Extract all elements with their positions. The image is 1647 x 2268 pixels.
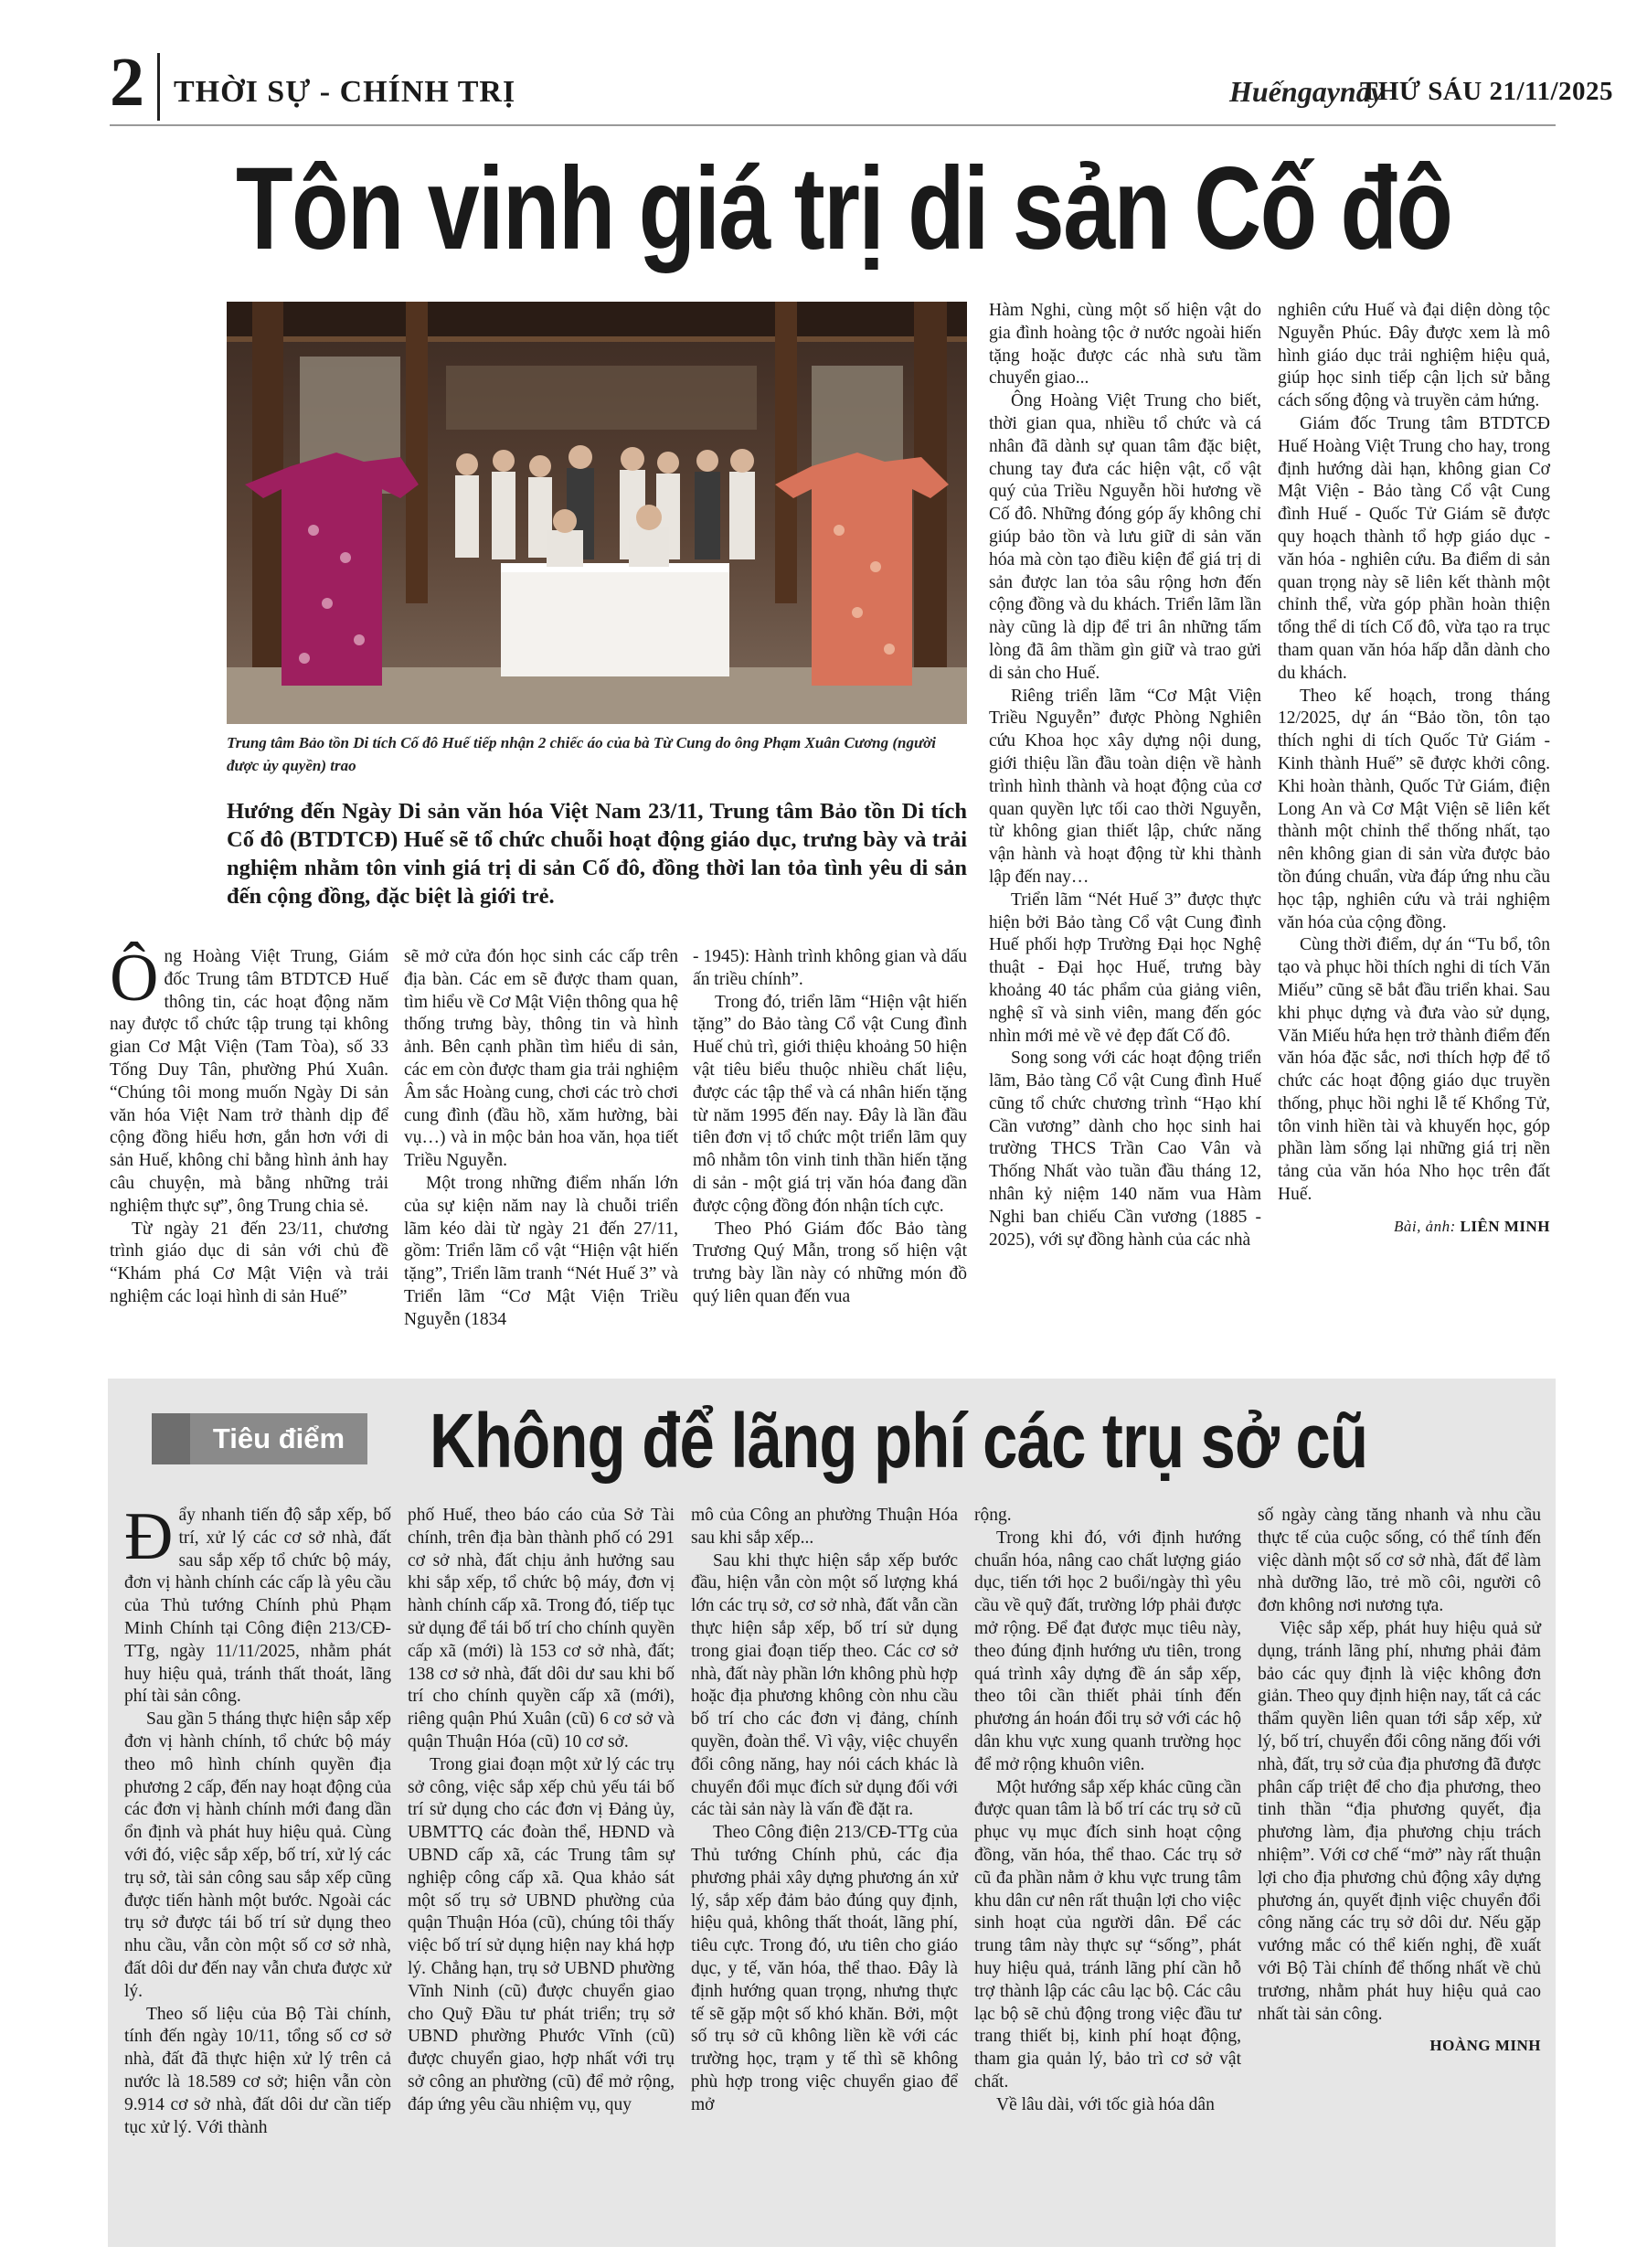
header-divider	[157, 53, 160, 121]
article2-paragraph: Sau khi thực hiện sắp xếp bước đầu, hiện vẫn còn một số lượng khá lớn các trụ sở, cơ sở nhà, đất vẫn cần thực hiện sắp xếp, bố trí sử dụng trong giai đoạn tiếp theo. Các cơ sở nhà, đất này phần lớn không phù hợp hoặc địa phương không còn nhu cầu bố trí cho các đơn vị đảng, chính quyền, đoàn thể. Vì vậy, việc chuyển đổi công năng, hay nói cách khác là chuyển đổi mục đích sử dụng đối với các tài sản này là vấn đề đặt ra.	[691, 1550, 958, 1820]
header-rule	[110, 124, 1556, 126]
article1-paragraph: Theo kế hoạch, trong tháng 12/2025, dự án “Bảo tồn, tôn tạo thích nghi di tích Quốc Tử Giám - Kinh thành Huế” sẽ được khởi công. Khi hoàn thành, Quốc Tử Giám, điện Long An và Cơ Mật Viện sẽ liên kết thành một chỉnh thể thống nhất, tạo nên không gian di sản vừa được bảo tồn đúng chuẩn, vừa đáp ứng nhu cầu học tập, nghiên cứu và trải nghiệm văn hóa của cộng đồng.	[1278, 686, 1550, 932]
photo-caption: Trung tâm Bảo tồn Di tích Cố đô Huế tiếp nhận 2 chiếc áo của bà Từ Cung do ông Phạm Xuân Cương (người được ủy quyền) trao	[227, 734, 936, 774]
article1-paragraph: - 1945): Hành trình không gian và dấu ấn triều chính”.	[693, 947, 967, 989]
article1-paragraph: Ông Hoàng Việt Trung, Giám đốc Trung tâm BTDTCĐ Huế thông tin, các hoạt động năm nay được tổ chức tập trung tại không gian Cơ Mật Viện (Tam Tòa), số 33 Tống Duy Tân, phường Phú Xuân. “Chúng tôi mong muốn Ngày Di sản văn hóa Việt Nam trở thành dịp để cộng đồng hiểu hơn, gắn hơn với di sản Huế, không chỉ bằng hình ảnh hay câu chuyện, mà bằng những trải nghiệm thực sự”, ông Trung chia sẻ.	[110, 941, 388, 1216]
article1-photo	[227, 302, 967, 724]
badge-accent	[152, 1413, 190, 1464]
article1-paragraph: Theo Phó Giám đốc Bảo tàng Trương Quý Mẫn, trong số hiện vật trưng bày lần này có những món đồ quý liên quan đến vua	[693, 1219, 967, 1306]
article2-paragraph: Sau gần 5 tháng thực hiện sắp xếp đơn vị hành chính, tổ chức bộ máy theo mô hình chính quyền địa phương 2 cấp, đến nay hoạt động của các đơn vị hành chính mới đang dần ổn định và phát huy hiệu quả. Cùng với đó, việc sắp xếp, bố trí, xử lý các trụ sở, tài sản công sau sắp xếp cũng được tiến hành một bước. Ngoài các trụ sở được tái bố trí sử dụng theo nhu cầu, vẫn còn một số cơ sở nhà, đất dôi dư đến nay vẫn chưa được xử lý.	[124, 1709, 391, 2001]
newspaper-brand: Huếngaynay	[1229, 75, 1384, 108]
article1-paragraph: nghiên cứu Huế và đại diện dòng tộc Nguyễn Phúc. Đây được xem là mô hình giáo dục trải nghiệm hiệu quả, giúp học sinh tiếp cận lịch sử bằng cách sống động và truyền cảm hứng.	[1278, 301, 1550, 411]
article2-paragraph: Trong giai đoạn một xử lý các trụ sở công, việc sắp xếp chủ yếu tái bố trí sử dụng cho các đơn vị Đảng ủy, UBMTTQ các đoàn thể, HĐND và UBND cấp xã, các Trung tâm sự nghiệp công cấp xã. Qua khảo sát một số trụ sở UBND phường của quận Thuận Hóa (cũ), chúng tôi thấy việc bố trí sử dụng hiện nay khá hợp lý. Chẳng hạn, trụ sở UBND phường Vĩnh Ninh (cũ) được chuyển giao cho Quỹ Đầu tư phát triển; trụ sở UBND phường Phước Vĩnh (cũ) được chuyển giao, hợp nhất với trụ sở công an phường (cũ) để mở rộng, đáp ứng yêu cầu nhiệm vụ, quy	[408, 1754, 675, 2114]
article2-paragraph: Đẩy nhanh tiến độ sắp xếp, bố trí, xử lý các cơ sở nhà, đất sau sắp xếp tổ chức bộ máy, đơn vị hành chính các cấp là yêu cầu của Thủ tướng Chính phủ Phạm Minh Chính tại Công điện 213/CĐ-TTg, ngày 11/11/2025, nhằm phát huy hiệu quả, tránh thất thoát, lãng phí tài sản công.	[124, 1499, 391, 1707]
article1-headline: Tôn vinh giá trị di sản Cố đô	[236, 144, 1452, 274]
article1-column-2	[404, 946, 678, 1332]
article2-column-3	[691, 1505, 958, 2117]
spotlight-badge-label: Tiêu điểm	[212, 1422, 345, 1454]
article2-paragraph: Theo Công điện 213/CĐ-TTg của Thủ tướng Chính phủ, các địa phương phải xây dựng phương án xử lý, sắp xếp đảm bảo đúng quy định, hiệu quả, không thất thoát, lãng phí, tiêu cực. Trong đó, ưu tiên cho giáo dục, y tế, văn hóa, thể thao. Đây là định hướng quan trọng, nhưng thực tế sẽ gặp một số khó khăn. Bởi, một số trụ sở cũ không liền kề với các trường học, trạm y tế thì sẽ không phù hợp trong việc chuyển giao để mở	[691, 1823, 958, 2114]
article2-headline: Không để lãng phí các trụ sở cũ	[430, 1398, 1368, 1484]
article1-paragraph: Giám đốc Trung tâm BTDTCĐ Huế Hoàng Việt Trung cho hay, trong định hướng dài hạn, không gian Cơ Mật Viện - Bảo tàng Cổ vật Cung đình Huế - Quốc Tử Giám sẽ được quy hoạch thành tổ hợp giáo dục - văn hóa - nghiên cứu. Ba điểm di sản quan trọng này sẽ liên kết thành một chỉnh thể, vừa góp phần hoàn thiện tổng thể di tích Cố đô, vừa tạo ra trục tham quan văn hóa hấp dẫn dành cho du khách.	[1278, 413, 1550, 683]
article1-paragraph: Trong đó, triển lãm “Hiện vật hiến tặng” do Bảo tàng Cổ vật Cung đình Huế chủ trì, giới thiệu khoảng 50 hiện vật tiêu biểu thuộc nhiều chất liệu, được các tập thể và cá nhân hiến tặng từ năm 1995 đến nay. Đây là lần đầu tiên đơn vị tổ chức một triển lãm quy mô nhằm tôn vinh tinh thần hiến tặng di sản - một giá trị văn hóa đang dần được cộng đồng đón nhận tích cực.	[693, 992, 967, 1216]
article2-paragraph: số ngày càng tăng nhanh và nhu cầu thực tế của cuộc sống, có thể tính đến việc dành một số cơ sở nhà, đất để làm nhà dưỡng lão, trẻ mồ côi, người cô đơn không nơi nương tựa.	[1258, 1506, 1541, 1616]
dropcap: Đ	[124, 1499, 174, 1574]
article1-paragraph: Riêng triển lãm “Cơ Mật Viện Triều Nguyễn” được Phòng Nghiên cứu Khoa học xây dựng nội dung, giới thiệu lần đầu toàn diện về hành trình hình thành và hoạt động của cơ quan quyền lực tối cao thời Nguyễn, từ không gian thiết lập, chức năng vận hành và hoạt động từ khi thành lập đến nay…	[989, 686, 1261, 887]
article2-paragraph: Về lâu dài, với tốc già hóa dân	[996, 2094, 1215, 2114]
article1-paragraph: Hàm Nghi, cùng một số hiện vật do gia đình hoàng tộc ở nước ngoài hiến tặng hoặc được các nhà sưu tầm chuyển giao...	[989, 301, 1261, 389]
article1-column-1	[110, 941, 388, 1309]
dropcap: Ô	[110, 941, 159, 1016]
article1-paragraph: Triển lãm “Nét Huế 3” được thực hiện bởi Bảo tàng Cổ vật Cung đình Huế phối hợp Trường Đại học Nghệ thuật - Đại học Huế, trưng bày khoảng 40 tác phẩm của giảng viên, nghệ sĩ và sinh viên, mang đến góc nhìn mới mẻ về vẻ đẹp đất Cố đô.	[989, 889, 1261, 1046]
article1-paragraph: Cùng thời điểm, dự án “Tu bổ, tôn tạo và phục hồi thích nghi di tích Văn Miếu” cũng sẽ bắt đầu triển khai. Sau khi phục dựng và đưa vào sử dụng, Văn Miếu hứa hẹn trở thành điểm đến văn hóa đặc sắc, nơi thích hợp để tổ chức các hoạt động giáo dục truyền thống, phục hồi nghi lễ tế Khổng Tử, tôn vinh hiền tài và khuyến học, góp phần làm sống lại những giá trị nền tảng của văn hóa Nho học trên đất Huế.	[1278, 935, 1550, 1205]
article2-paragraph: rộng.	[974, 1506, 1012, 1525]
article1-paragraph: Song song với các hoạt động triển lãm, Bảo tàng Cổ vật Cung đình Huế cũng tổ chức chương trình “Hạo khí Cần vương” dành cho học sinh hai trường THCS Trần Cao Vân và Thống Nhất vào tuần đầu tháng 12, nhân kỷ niệm 140 năm vua Hàm Nghi ban chiếu Cần vương (1885 - 2025), với sự đồng hành của các nhà	[989, 1049, 1261, 1250]
article2-byline: HOÀNG MINH	[1429, 2037, 1541, 2055]
article2-paragraph: mô của Công an phường Thuận Hóa sau khi sắp xếp...	[691, 1506, 958, 1548]
section-title: THỜI SỰ - CHÍNH TRỊ	[174, 75, 516, 109]
article2-paragraph: Một hướng sắp xếp khác cũng cần được quan tâm là bố trí các trụ sở cũ phục vụ mục đích sinh hoạt cộng đồng, văn hóa, thể thao. Các trụ sở cũ đa phần nằm ở khu vực trung tâm khu dân cư nên rất thuận lợi cho việc sinh hoạt của người dân. Để các trung tâm này thực sự “sống”, phát huy hiệu quả, tránh lãng phí cần hỗ trợ thành lập các câu lạc bộ. Các câu lạc bộ sẽ chủ động trong việc đầu tư trang thiết bị, kinh phí hoạt động, tham gia quản lý, bảo trì cơ sở vật chất.	[974, 1777, 1241, 2092]
article2-paragraph: Việc sắp xếp, phát huy hiệu quả sử dụng, tránh lãng phí, nhưng phải đảm bảo các quy định là việc không đơn giản. Theo quy định hiện nay, tất cả các thẩm quyền liên quan tới sắp xếp, xử lý, bố trí, chuyển đổi công năng đối với nhà, đất, trụ sở của địa phương đã được phân cấp triệt để cho địa phương, theo tinh thần “địa phương quyết, địa phương làm, địa phương chịu trách nhiệm”. Với cơ chế “mở” này rất thuận lợi cho địa phương chủ động xây dựng phương án, quyết định việc chuyển đổi công năng các trụ sở dôi dư. Nếu gặp vướng mắc có thể kiến nghị, đề xuất với Bộ Tài chính để thống nhất về chủ trương, nhằm phát huy hiệu quả cao nhất tài sản công.	[1258, 1618, 1541, 2024]
article2-column-4	[974, 1505, 1241, 2117]
article1-paragraph: Ông Hoàng Việt Trung cho biết, thời gian qua, nhiều tổ chức và cá nhân đã dành sự quan tâm đặc biệt, chung tay đưa các hiện vật, cổ vật quý của Triều Nguyễn hồi hương về Cố đô. Những đóng góp ấy không chỉ giúp bảo tồn và lưu giữ di sản văn hóa mà còn tạo điều kiện để giá trị di sản được lan tỏa sâu rộng hơn đến cộng đồng và du khách. Triển lãm lần này cũng là dịp để tri ân những tấm lòng đã âm thầm gìn giữ và trao gửi di sản cho Huế.	[989, 391, 1261, 683]
article1-paragraph: Từ ngày 21 đến 23/11, chương trình giáo dục di sản với chủ đề “Khám phá Cơ Mật Viện và trải nghiệm các loại hình di sản Huế”	[110, 1219, 388, 1306]
page-number: 2	[110, 44, 144, 121]
article1-paragraph: sẽ mở cửa đón học sinh các cấp trên địa bàn. Các em sẽ được tham quan, tìm hiểu về Cơ Mật Viện thông qua hệ thống trưng bày, thông tin và hình ảnh. Bên cạnh phần tìm hiểu di sản, các em còn được tham gia trải nghiệm Âm sắc Hoàng cung, chơi các trò chơi cung đình (đầu hồ, xăm hường, bài vụ…) và in mộc bản hoa văn, họa tiết Triều Nguyễn.	[404, 947, 678, 1171]
article2-paragraph: phố Huế, theo báo cáo của Sở Tài chính, trên địa bàn thành phố có 291 cơ sở nhà, đất chịu ảnh hưởng sau khi sắp xếp, tổ chức bộ máy, đơn vị hành chính cấp xã. Trong đó, tiếp tục sử dụng để tái bố trí cho chính quyền cấp xã (mới) là 153 cơ sở nhà, đất; 138 cơ sở nhà, đất dôi dư sau khi bố trí cho chính quyền cấp xã (mới), riêng quận Phú Xuân (cũ) 6 cơ sở và quận Thuận Hóa (cũ) 10 cơ sở.	[408, 1506, 675, 1752]
article1-byline: Bài, ảnh: LIÊN MINH	[1393, 1217, 1550, 1235]
article2-paragraph: Theo số liệu của Bộ Tài chính, tính đến ngày 10/11, tổng số cơ sở nhà, đất đã thực hiện xử lý trên cả nước là 18.589 cơ sở; hiện vẫn còn 9.914 cơ sở nhà, đất dôi dư cần tiếp tục xử lý. Với thành	[124, 2004, 391, 2137]
article2-column-2	[408, 1505, 675, 2117]
article2-paragraph: Trong khi đó, với định hướng chuẩn hóa, nâng cao chất lượng giáo dục, tiến tới học 2 buổi/ngày thì yêu cầu về quỹ đất, trường lớp phải được mở rộng. Để đạt được mục tiêu này, theo đúng định hướng ưu tiên, trong quá trình xây dựng đề án sắp xếp, theo tôi cần thiết phải tính đến phương án hoán đổi trụ sở với các hộ dân khu vực xung quanh trường học để mở rộng khuôn viên.	[974, 1528, 1241, 1774]
article1-paragraph: Một trong những điểm nhấn lớn của sự kiện năm nay là chuỗi triển lãm kéo dài từ ngày 21 đến 27/11, gồm: Triển lãm cổ vật “Hiện vật hiến tặng”, Triển lãm tranh “Nét Huế 3” và Triển lãm “Cơ Mật Viện Triều Nguyễn (1834	[404, 1173, 678, 1329]
article1-column-4	[989, 300, 1261, 1251]
issue-date: THỨ SÁU 21/11/2025	[1360, 77, 1614, 106]
article1-lead: Hướng đến Ngày Di sản văn hóa Việt Nam 23/11, Trung tâm Bảo tồn Di tích Cố đô (BTDTCĐ) Huế sẽ tổ chức chuỗi hoạt động giáo dục, trưng bày và trải nghiệm nhằm tôn vinh giá trị di sản Cố đô, đồng thời lan tỏa tình yêu di sản đến cộng đồng, đặc biệt là giới trẻ.	[227, 799, 967, 909]
article2-column-1	[124, 1499, 391, 2139]
article1-column-3	[693, 946, 967, 1309]
article1-column-5	[1278, 300, 1550, 1239]
article2-column-5	[1258, 1505, 1541, 2058]
